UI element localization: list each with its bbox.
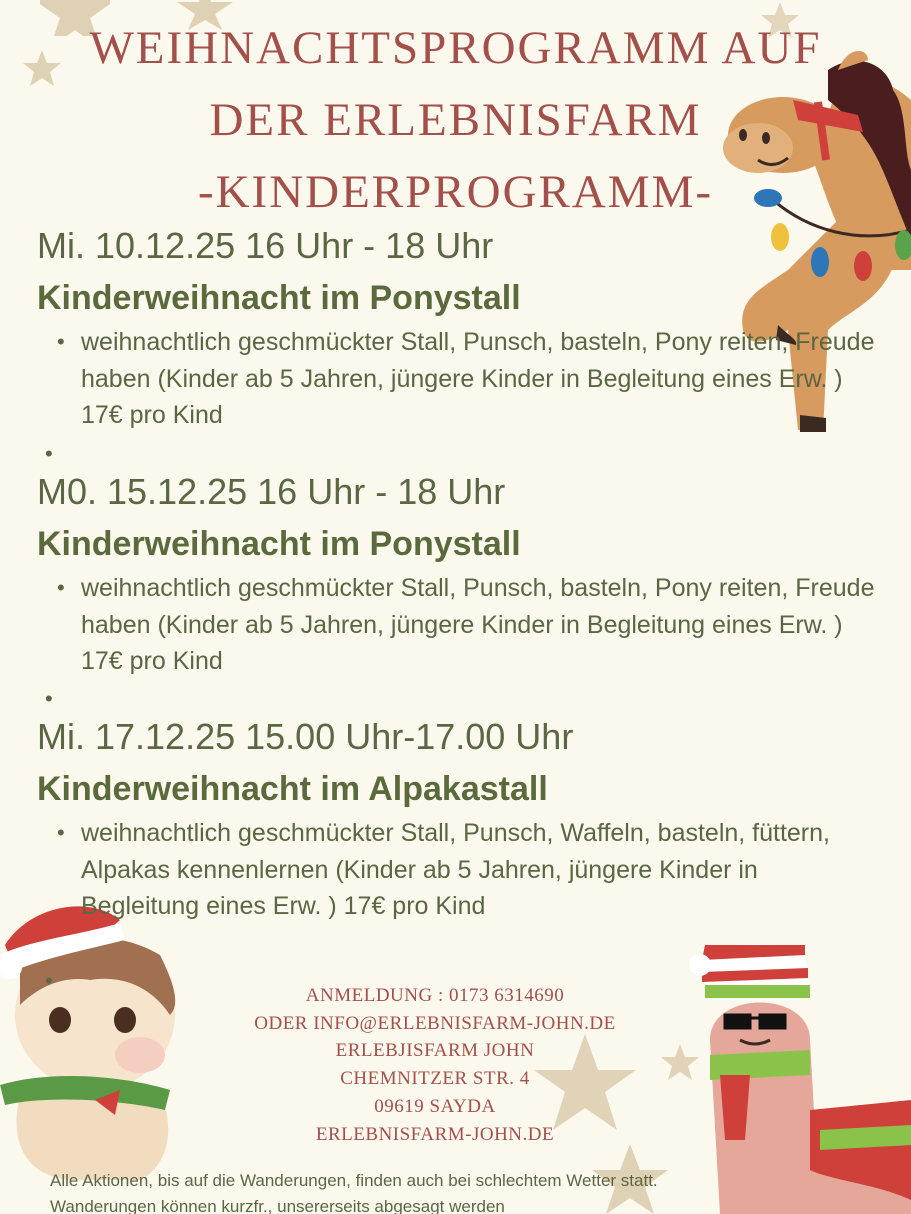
empty-bullet: • xyxy=(45,441,53,466)
event-description: • weihnachtlich geschmückter Stall, Punsch, basteln, Pony reiten, Freude haben (Kinder ab 5 Jahren, jüngere Kinder in Begleitung eines Erw. ) 17€ pro Kind xyxy=(81,324,877,434)
event-block xyxy=(37,715,877,925)
event-name: Kinderweihnacht im Alpakastall xyxy=(37,770,548,808)
event-block xyxy=(37,224,877,434)
footer-note xyxy=(50,1168,910,1214)
contact-block xyxy=(200,982,670,1148)
title-line: WEIHNACHTSPROGRAMM AUF xyxy=(89,22,822,74)
event-details xyxy=(37,815,877,925)
event-date: M0. 15.12.25 16 Uhr - 18 Uhr xyxy=(37,471,506,512)
footer-line: Wanderungen können kurzfr., unsererseits abgesagt werden xyxy=(50,1197,505,1214)
event-date: Mi. 10.12.25 16 Uhr - 18 Uhr xyxy=(37,225,494,266)
event-details xyxy=(37,570,877,680)
title-line: -KINDERPROGRAMM- xyxy=(197,166,714,218)
event-details xyxy=(37,324,877,434)
event-description: • weihnachtlich geschmückter Stall, Punsch, Waffeln, basteln, füttern, Alpakas kennenlernen (Kinder ab 5 Jahren, jüngere Kinder in Begleitung eines Erw. ) 17€ pro Kind xyxy=(81,815,877,925)
pony-illustration xyxy=(0,895,195,1185)
event-name: Kinderweihnacht im Ponystall xyxy=(37,279,521,317)
contact-city: 09619 SAYDA xyxy=(374,1095,496,1117)
contact-email: ODER INFO@ERLEBNISFARM-JOHN.DE xyxy=(254,1012,616,1034)
event-description: • weihnachtlich geschmückter Stall, Punsch, basteln, Pony reiten, Freude haben (Kinder ab 5 Jahren, jüngere Kinder in Begleitung eines Erw. ) 17€ pro Kind xyxy=(81,570,877,680)
title-line: DER ERLEBNISFARM xyxy=(209,94,702,146)
footer-line: Alle Aktionen, bis auf die Wanderungen, finden auch bei schlechtem Wetter statt. xyxy=(50,1171,658,1190)
event-date: Mi. 17.12.25 15.00 Uhr-17.00 Uhr xyxy=(37,716,574,757)
event-name: Kinderweihnacht im Ponystall xyxy=(37,525,521,563)
contact-website: ERLEBNISFARM-JOHN.DE xyxy=(315,1123,555,1145)
empty-bullet: • xyxy=(45,968,53,993)
event-block xyxy=(37,470,877,680)
contact-name: ERLEBJISFARM JOHN xyxy=(335,1040,535,1062)
contact-street: CHEMNITZER STR. 4 xyxy=(340,1068,530,1090)
empty-bullet: • xyxy=(45,686,53,711)
contact-phone: ANMELDUNG : 0173 6314690 xyxy=(305,985,565,1006)
poster-title xyxy=(0,12,911,228)
